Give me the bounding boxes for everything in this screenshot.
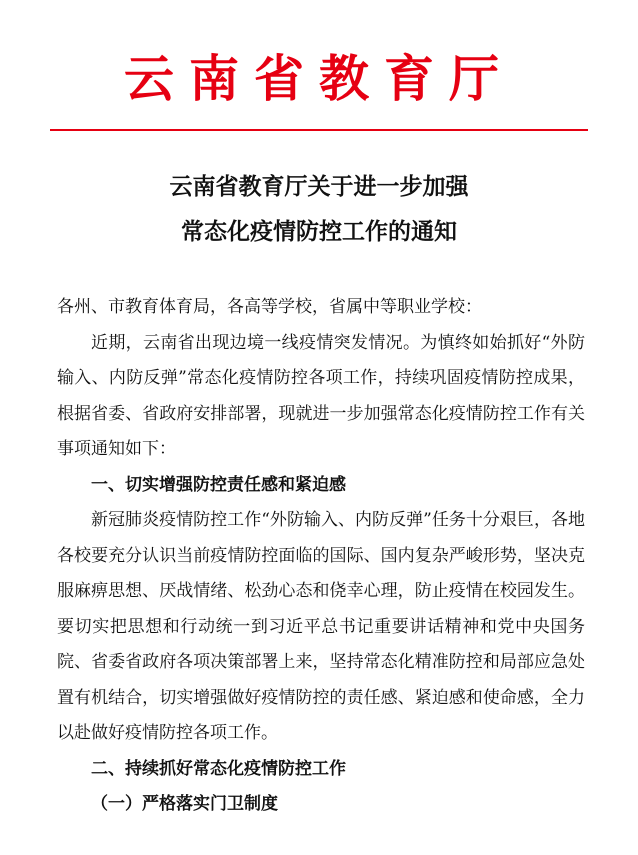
document-title-line-2: 常态化疫情防控工作的通知 bbox=[181, 218, 457, 245]
document-body bbox=[57, 290, 585, 823]
intro-paragraph: 近期，云南省出现边境一线疫情突发情况。为慎终如始抓好“外防输入、内防反弹”常态化疫情防控各项工作，持续巩固疫情防控成果，根据省委、省政府安排部署，现就进一步加强常态化疫情防控工作有关事项通知如下： bbox=[57, 332, 585, 459]
section-1-paragraph: 新冠肺炎疫情防控工作“外防输入、内防反弹”任务十分艰巨，各地各校要充分认识当前疫情防控面临的国际、国内复杂严峻形势，坚决克服麻痹思想、厌战情绪、松劲心态和侥幸心理，防止疫情在校园发生。要切实把思想和行动统一到习近平总书记重要讲话精神和党中央国务院、省委省政府各项决策部署上来，坚持常态化精准防控和局部应急处置有机结合，切实增强做好疫情防控的责任感、紧迫感和使命感，全力以赴做好疫情防控各项工作。 bbox=[57, 510, 585, 743]
letterhead-org-name: 云南省教育厅 bbox=[124, 49, 514, 108]
document-title-line-1: 云南省教育厅关于进一步加强 bbox=[169, 173, 469, 200]
section-2-heading: 二、持续抓好常态化疫情防控工作 bbox=[91, 758, 346, 779]
salutation: 各州、市教育体育局，各高等学校，省属中等职业学校： bbox=[57, 297, 482, 317]
section-1-heading: 一、切实增强防控责任感和紧迫感 bbox=[91, 474, 346, 495]
section-2-subheading-1: （一）严格落实门卫制度 bbox=[91, 794, 278, 814]
letterhead-divider bbox=[50, 129, 588, 131]
